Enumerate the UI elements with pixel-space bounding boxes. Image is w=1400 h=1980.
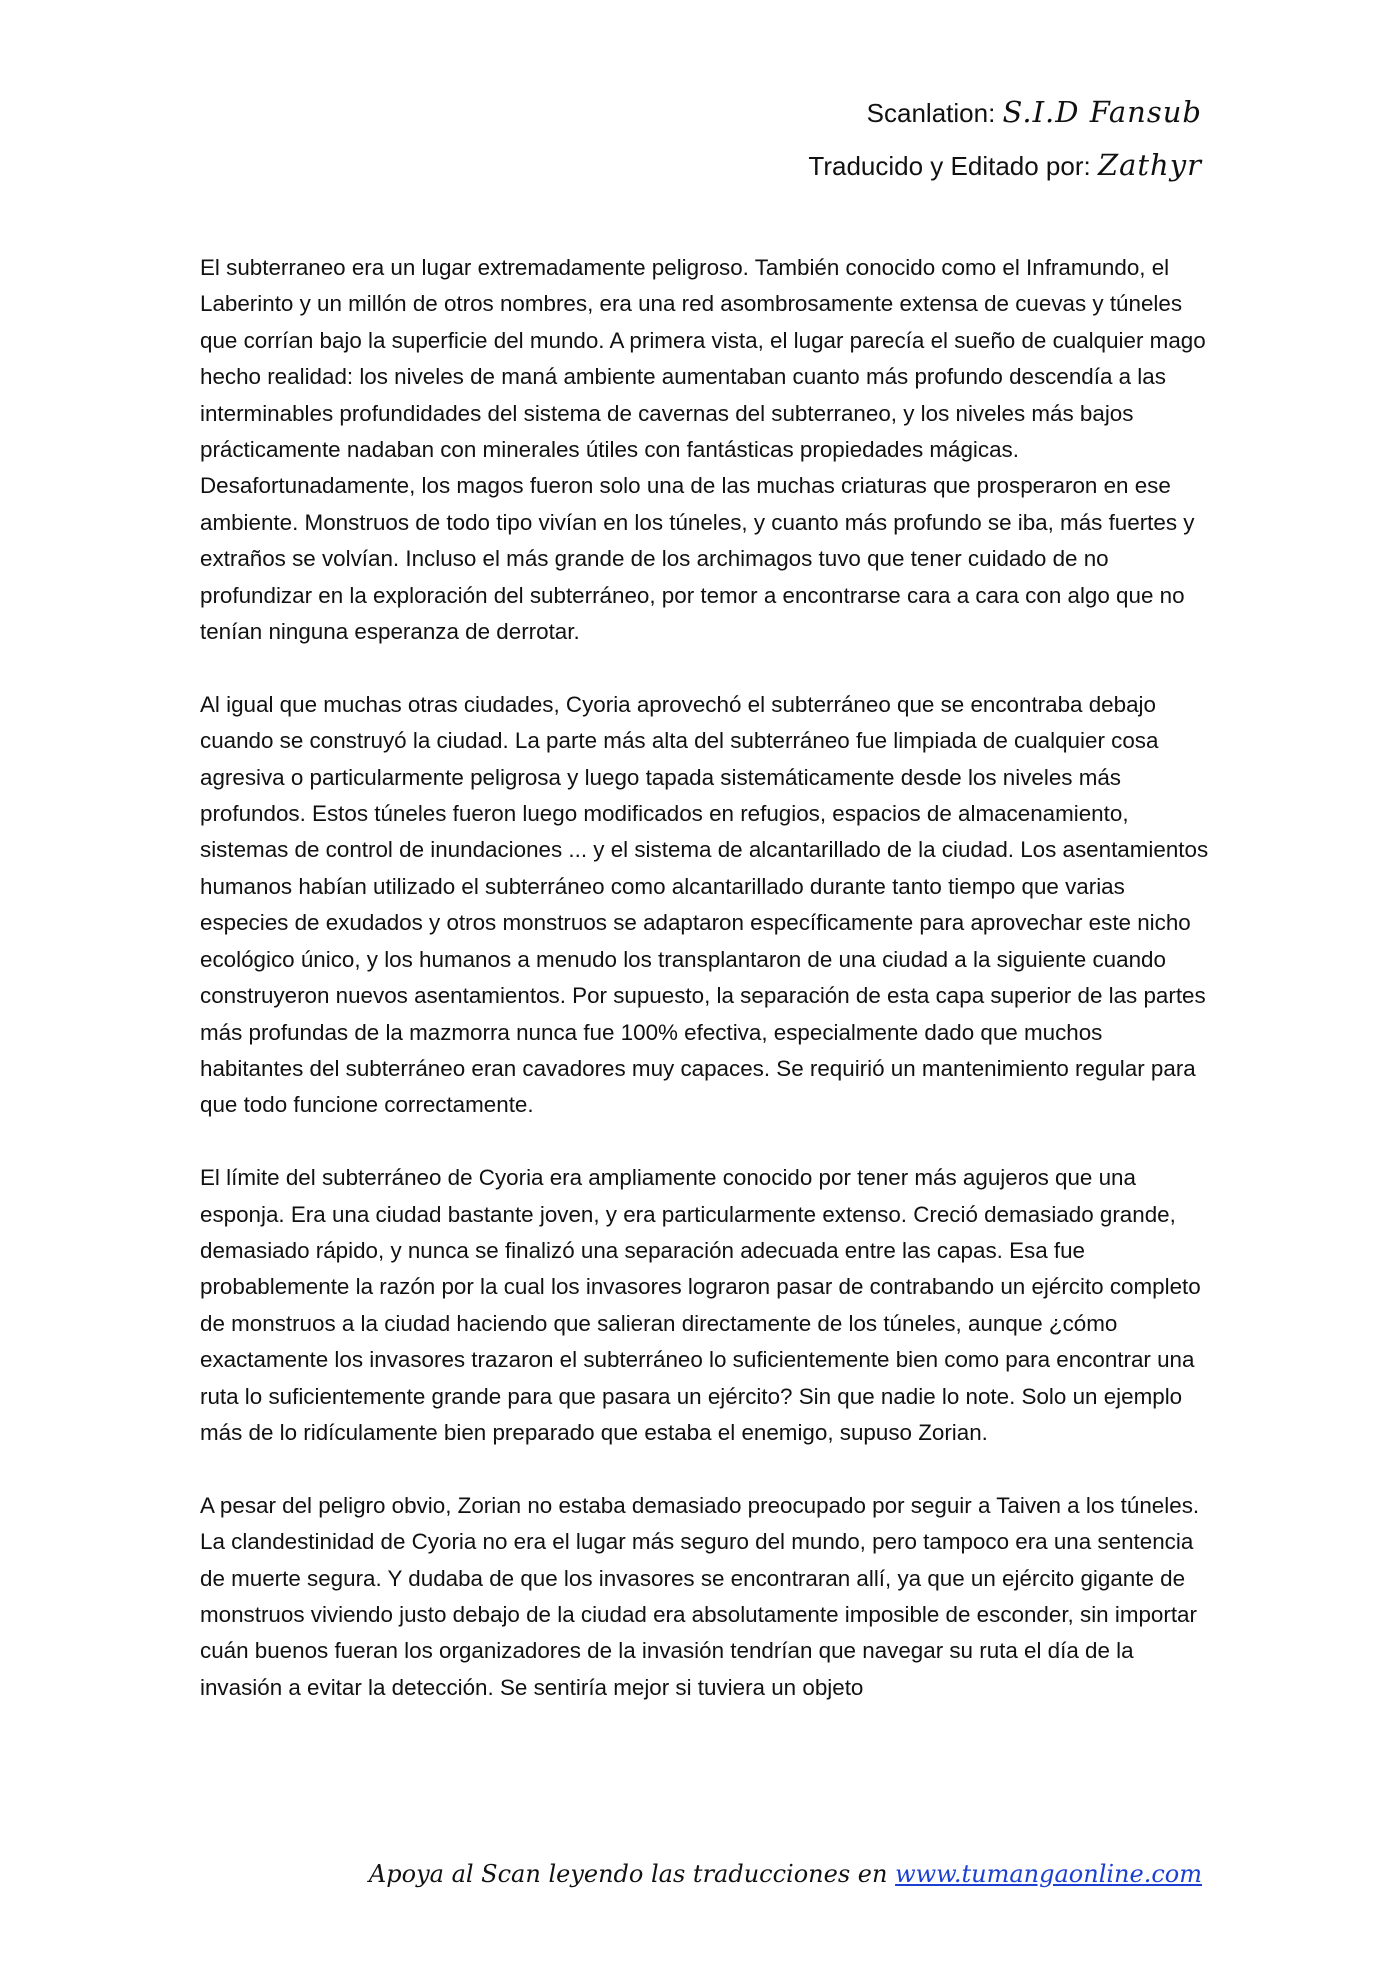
paragraph-2: Al igual que muchas otras ciudades, Cyoria aprovechó el subterráneo que se encontraba debajo cuando se construyó la ciudad. La parte más alta del subterráneo fue limpiada de cualquier cosa agresiva o particularmente peligrosa y luego tapada sistemáticamente desde los niveles más profundos. Estos túneles fueron luego modificados en refugios, espacios de almacenamiento, sistemas de control de inundaciones ... y el sistema de alcantarillado de la ciudad. Los asentamientos humanos habían utilizado el subterráneo como alcantarillado durante tanto tiempo que varias especies de exudados y otros monstruos se adaptaron específicamente para aprovechar este nicho ecológico único, y los humanos a menudo los transplantaron de una ciudad a la siguiente cuando construyeron nuevos asentamientos. Por supuesto, la separación de esta capa superior de las partes más profundas de la mazmorra nunca fue 100% efectiva, especialmente dado que muchos habitantes del subterráneo eran cavadores muy capaces. Se requirió un mantenimiento regular para que todo funcione correctamente. [200,691,1209,1118]
scanlation-group-name: S.I.D Fansub [1002,95,1202,129]
footer-note [369,1860,1202,1888]
translator-label: Traducido y Editado por: [808,151,1091,181]
translator-name: Zathyr [1097,148,1202,182]
paragraph-1: El subterraneo era un lugar extremadamente peligroso. También conocido como el Inframundo, el Laberinto y un millón de otros nombres, era una red asombrosamente extensa de cuevas y túneles que corrían bajo la superficie del mundo. A primera vista, el lugar parecía el sueño de cualquier mago hecho realidad: los niveles de maná ambiente aumentaban cuanto más profundo descendía a las interminables profundidades del sistema de cavernas del subterraneo, y los niveles más bajos prácticamente nadaban con minerales útiles con fantásticas propiedades mágicas. Desafortunadamente, los magos fueron solo una de las muchas criaturas que prosperaron en ese ambiente. Monstruos de todo tipo vivían en los túneles, y cuanto más profundo se iba, más fuertes y extraños se volvían. Incluso el más grande de los archimagos tuvo que tener cuidado de no profundizar en la exploración del subterráneo, por temor a encontrarse cara a cara con algo que no tenían ninguna esperanza de derrotar. [200,255,1206,645]
body-text [200,250,1210,1706]
translator-credit [808,139,1202,192]
footer-text: Apoya al Scan leyendo las traducciones en [368,1860,888,1888]
paragraph-3: El límite del subterráneo de Cyoria era ampliamente conocido por tener más agujeros que una esponja. Era una ciudad bastante joven, y era particularmente extenso. Creció demasiado grande, demasiado rápido, y nunca se finalizó una separación adecuada entre las capas. Esa fue probablemente la razón por la cual los invasores lograron pasar de contrabando un ejército completo de monstruos a la ciudad haciendo que salieran directamente de los túneles, aunque ¿cómo exactamente los invasores trazaron el subterráneo lo suficientemente bien como para encontrar una ruta lo suficientemente grande para que pasara un ejército? Sin que nadie lo note. Solo un ejemplo más de lo ridículamente bien preparado que estaba el enemigo, supuso Zorian. [200,1165,1201,1445]
scanlation-label: Scanlation: [866,98,996,128]
scanlation-credit [808,86,1202,139]
paragraph-4: A pesar del peligro obvio, Zorian no estaba demasiado preocupado por seguir a Taiven a los túneles. La clandestinidad de Cyoria no era el lugar más seguro del mundo, pero tampoco era una sentencia de muerte segura. Y dudaba de que los invasores se encontraran allí, ya que un ejército gigante de monstruos viviendo justo debajo de la ciudad era absolutamente imposible de esconder, sin importar cuán buenos fueran los organizadores de la invasión tendrían que navegar su ruta el día de la invasión a evitar la detección. Se sentiría mejor si tuviera un objeto [200,1492,1200,1700]
credits-block [808,86,1202,192]
footer-link[interactable]: www.tumangaonline.com [895,1860,1202,1888]
